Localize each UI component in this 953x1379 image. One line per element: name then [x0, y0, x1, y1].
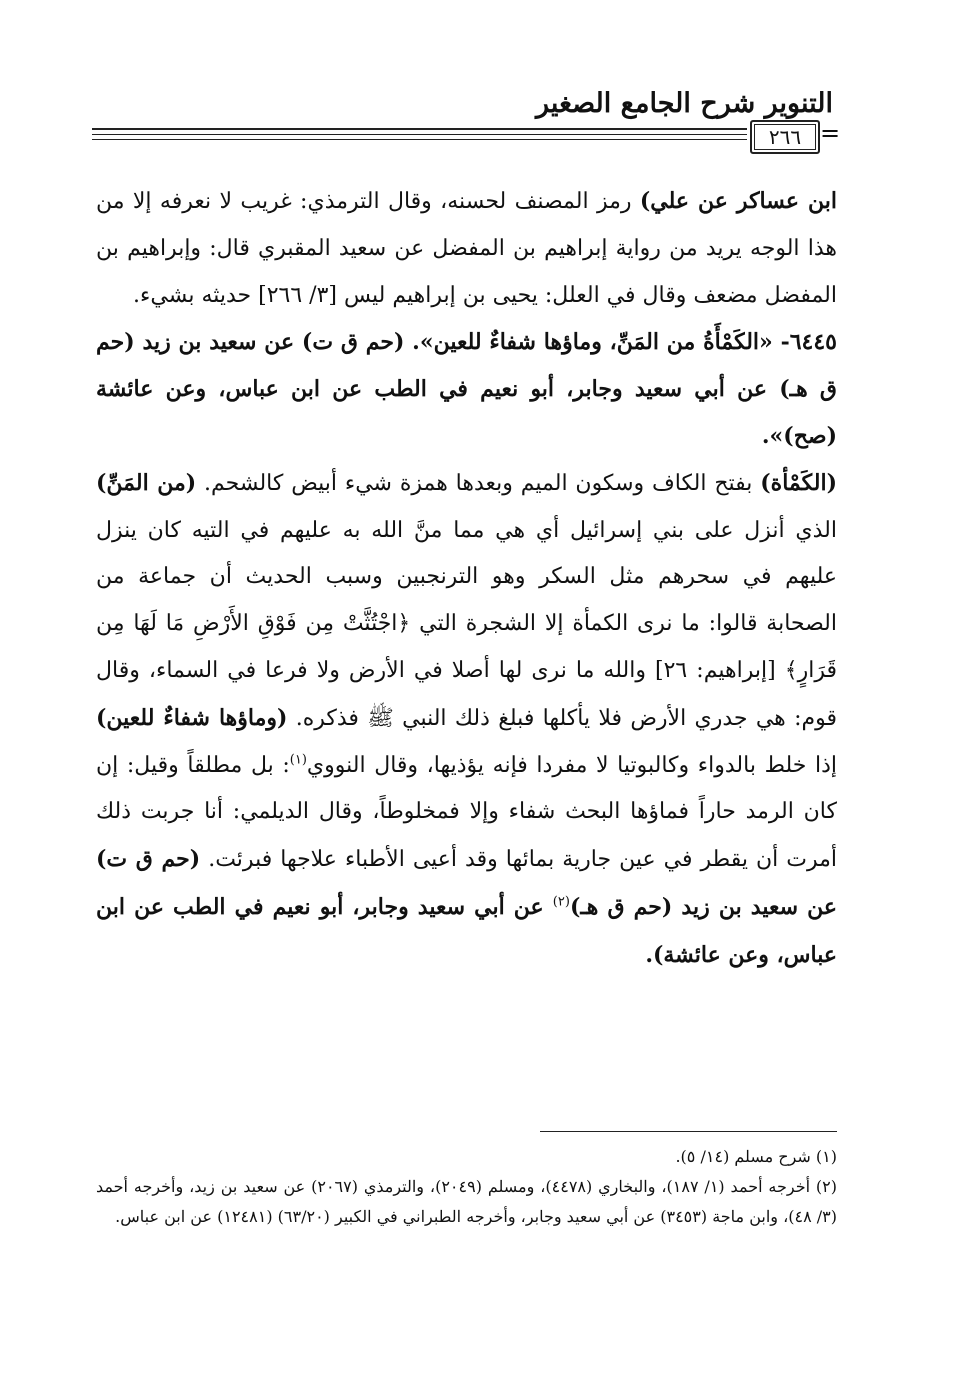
footnote-separator	[540, 1131, 837, 1132]
paragraph-text: الذي أنزل على بني إسرائيل أي هي مما منَّ الله به عليهم في التيه كان ينزل عليهم في سحرهم مثل السكر وهو الترنجبين وسبب الحديث أن جماعة من الصحابة قالوا: ما نرى الكمأة إلا الشجرة التي ﴿اجْتُثَّتْ مِن فَوْقِ الأَرْضِ مَا لَهَا مِن قَرَارٍ﴾ [إبراهيم: ٢٦] والله ما نرى لها أصلا في الأرض ولا فرعا في السماء، وقال قوم: هي جدري الأرض فلا يأكلها فبلغ ذلك النبي ﷺ فذكره.	[96, 517, 837, 731]
bold-source: ابن عساكر عن علي)	[639, 188, 837, 214]
page-number: ٢٦٦	[750, 120, 820, 154]
bold-term: (الكَمْأة)	[760, 469, 837, 496]
header-rule	[92, 128, 747, 130]
running-title: التنوير شرح الجامع الصغير	[536, 88, 833, 119]
paragraph-commentary	[96, 460, 837, 980]
paragraph-text: بفتح الكاف وسكون الميم وبعدها همزة شيء أبيض كالشحم.	[196, 470, 761, 496]
paragraph-text: رمز المصنف لحسنه، وقال الترمذي: غريب لا نعرفه إلا من هذا الوجه يريد من رواية إبراهيم بن المفضل عن سعيد المقبري قال: وإبراهيم بن المفضل مضعف وقال في العلل: يحيى بن إبراهيم ليس [٣/ ٢٦٦] حديثه بشيء.	[96, 189, 837, 308]
footnotes	[96, 1142, 837, 1232]
paragraph-commentary-end	[96, 178, 837, 319]
bold-source: عن أبي سعيد وجابر، أبو نعيم في الطب عن ابن عباس، وعن عائشة).	[96, 893, 837, 968]
header-rules	[92, 128, 747, 140]
footnote-ref: (٢)	[552, 894, 570, 910]
paragraph-text: : بل مطلقاً وقيل: إن كان الرمد حاراً فماؤها البحث شفاء وإلا فمخلوطاً، وقال الديلمي: أنا جربت ذلك أمرت أن يقطر في عين جارية بمائها وقد أعيى الأطباء علاجها فبرئت.	[96, 752, 837, 873]
bold-term: (وماؤها شفاءٌ للعين)	[96, 704, 288, 731]
bold-term: (من المَنِّ)	[96, 469, 197, 496]
paragraph-text: إذا خلط بالدواء وكالبوتيا لا مفردا فإنه يؤذيها، وقال النووي	[306, 752, 837, 778]
header-ornament: =	[820, 119, 841, 147]
bold-source: (حم ق ت) عن سعيد بن زيد (حم ق هـ)	[96, 846, 838, 920]
footnote-ref: (١)	[289, 752, 307, 768]
footnote-2: (٢) أخرجه أحمد (١/ ١٨٧)، والبخاري (٤٤٧٨)، ومسلم (٢٠٤٩)، والترمذي (٢٠٦٧) عن سعيد بن زيد، وأخرجه أحمد (٣/ ٤٨)، وابن ماجة (٣٤٥٣) عن أبي سعيد وجابر، وأخرجه الطبراني في الكبير (٦٣/٢٠) (١٢٤٨١) عن ابن عباس.	[96, 1177, 838, 1226]
header-rule	[92, 134, 747, 135]
footnote-1: (١) شرح مسلم (١٤/ ٥).	[675, 1147, 837, 1166]
hadith-entry: ٦٤٤٥- «الكَمْأَةُ من المَنِّ، وماؤها شفاءٌ للعين». (حم ق ت) عن سعيد بن زيد (حم ق هـ) عن أبي سعيد وجابر، أبو نعيم في الطب عن ابن عباس، وعن عائشة (صح)».	[96, 329, 837, 449]
main-text	[96, 178, 837, 980]
header-rule	[92, 139, 747, 140]
